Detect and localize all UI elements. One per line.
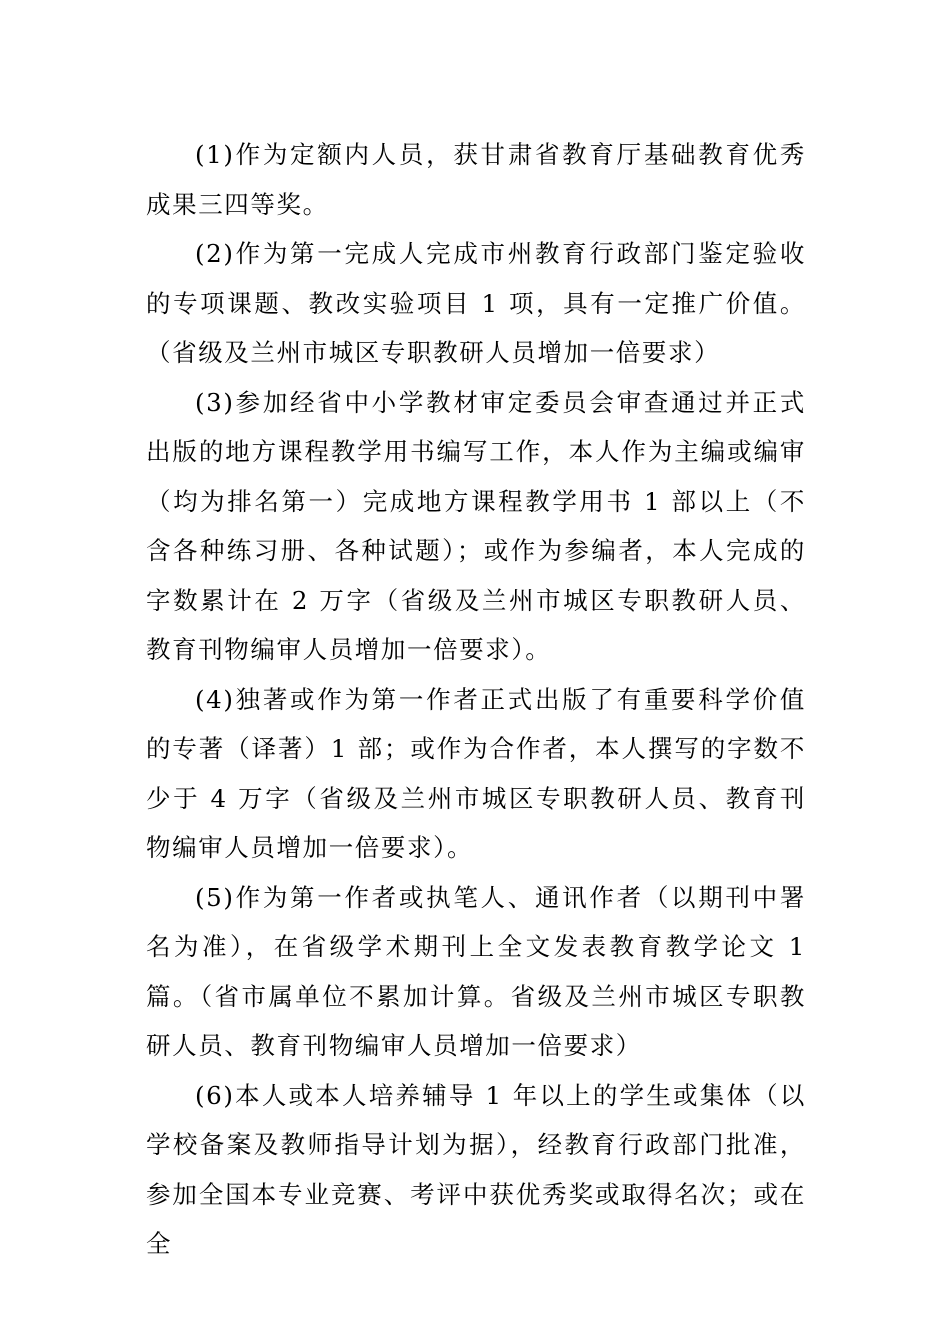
- paragraph-item-3: (3)参加经省中小学教材审定委员会审查通过并正式出版的地方课程教学用书编写工作，本人作为主编或编审（均为排名第一）完成地方课程教学用书 1 部以上（不含各种练习册、各种试题）；或作为参编者，本人完成的字数累计在 2 万字（省级及兰州市城区专职教研人员、教育刊物编审人员增加一倍要求）。: [146, 387, 806, 664]
- paragraph-item-4: (4)独著或作为第一作者正式出版了有重要科学价值的专著（译著）1 部；或作为合作者，本人撰写的字数不少于 4 万字（省级及兰州市城区专职教研人员、教育刊物编审人员增加一倍要求）。: [146, 684, 806, 862]
- paragraph-item-2: (2)作为第一完成人完成市州教育行政部门鉴定验收的专项课题、教改实验项目 1 项，具有一定推广价值。（省级及兰州市城区专职教研人员增加一倍要求）: [146, 239, 806, 367]
- paragraph-item-5: (5)作为第一作者或执笔人、通讯作者（以期刊中署名为准），在省级学术期刊上全文发表教育教学论文 1 篇。（省市属单位不累加计算。省级及兰州市城区专职教研人员、教育刊物编审人员增加一倍要求）: [146, 882, 806, 1060]
- document-page: [146, 130, 806, 1269]
- paragraph-item-1: (1)作为定额内人员，获甘肃省教育厅基础教育优秀成果三四等奖。: [146, 140, 806, 219]
- paragraph-item-6: (6)本人或本人培养辅导 1 年以上的学生或集体（以学校备案及教师指导计划为据），经教育行政部门批准，参加全国本专业竞赛、考评中获优秀奖或取得名次；或在全: [146, 1080, 806, 1258]
